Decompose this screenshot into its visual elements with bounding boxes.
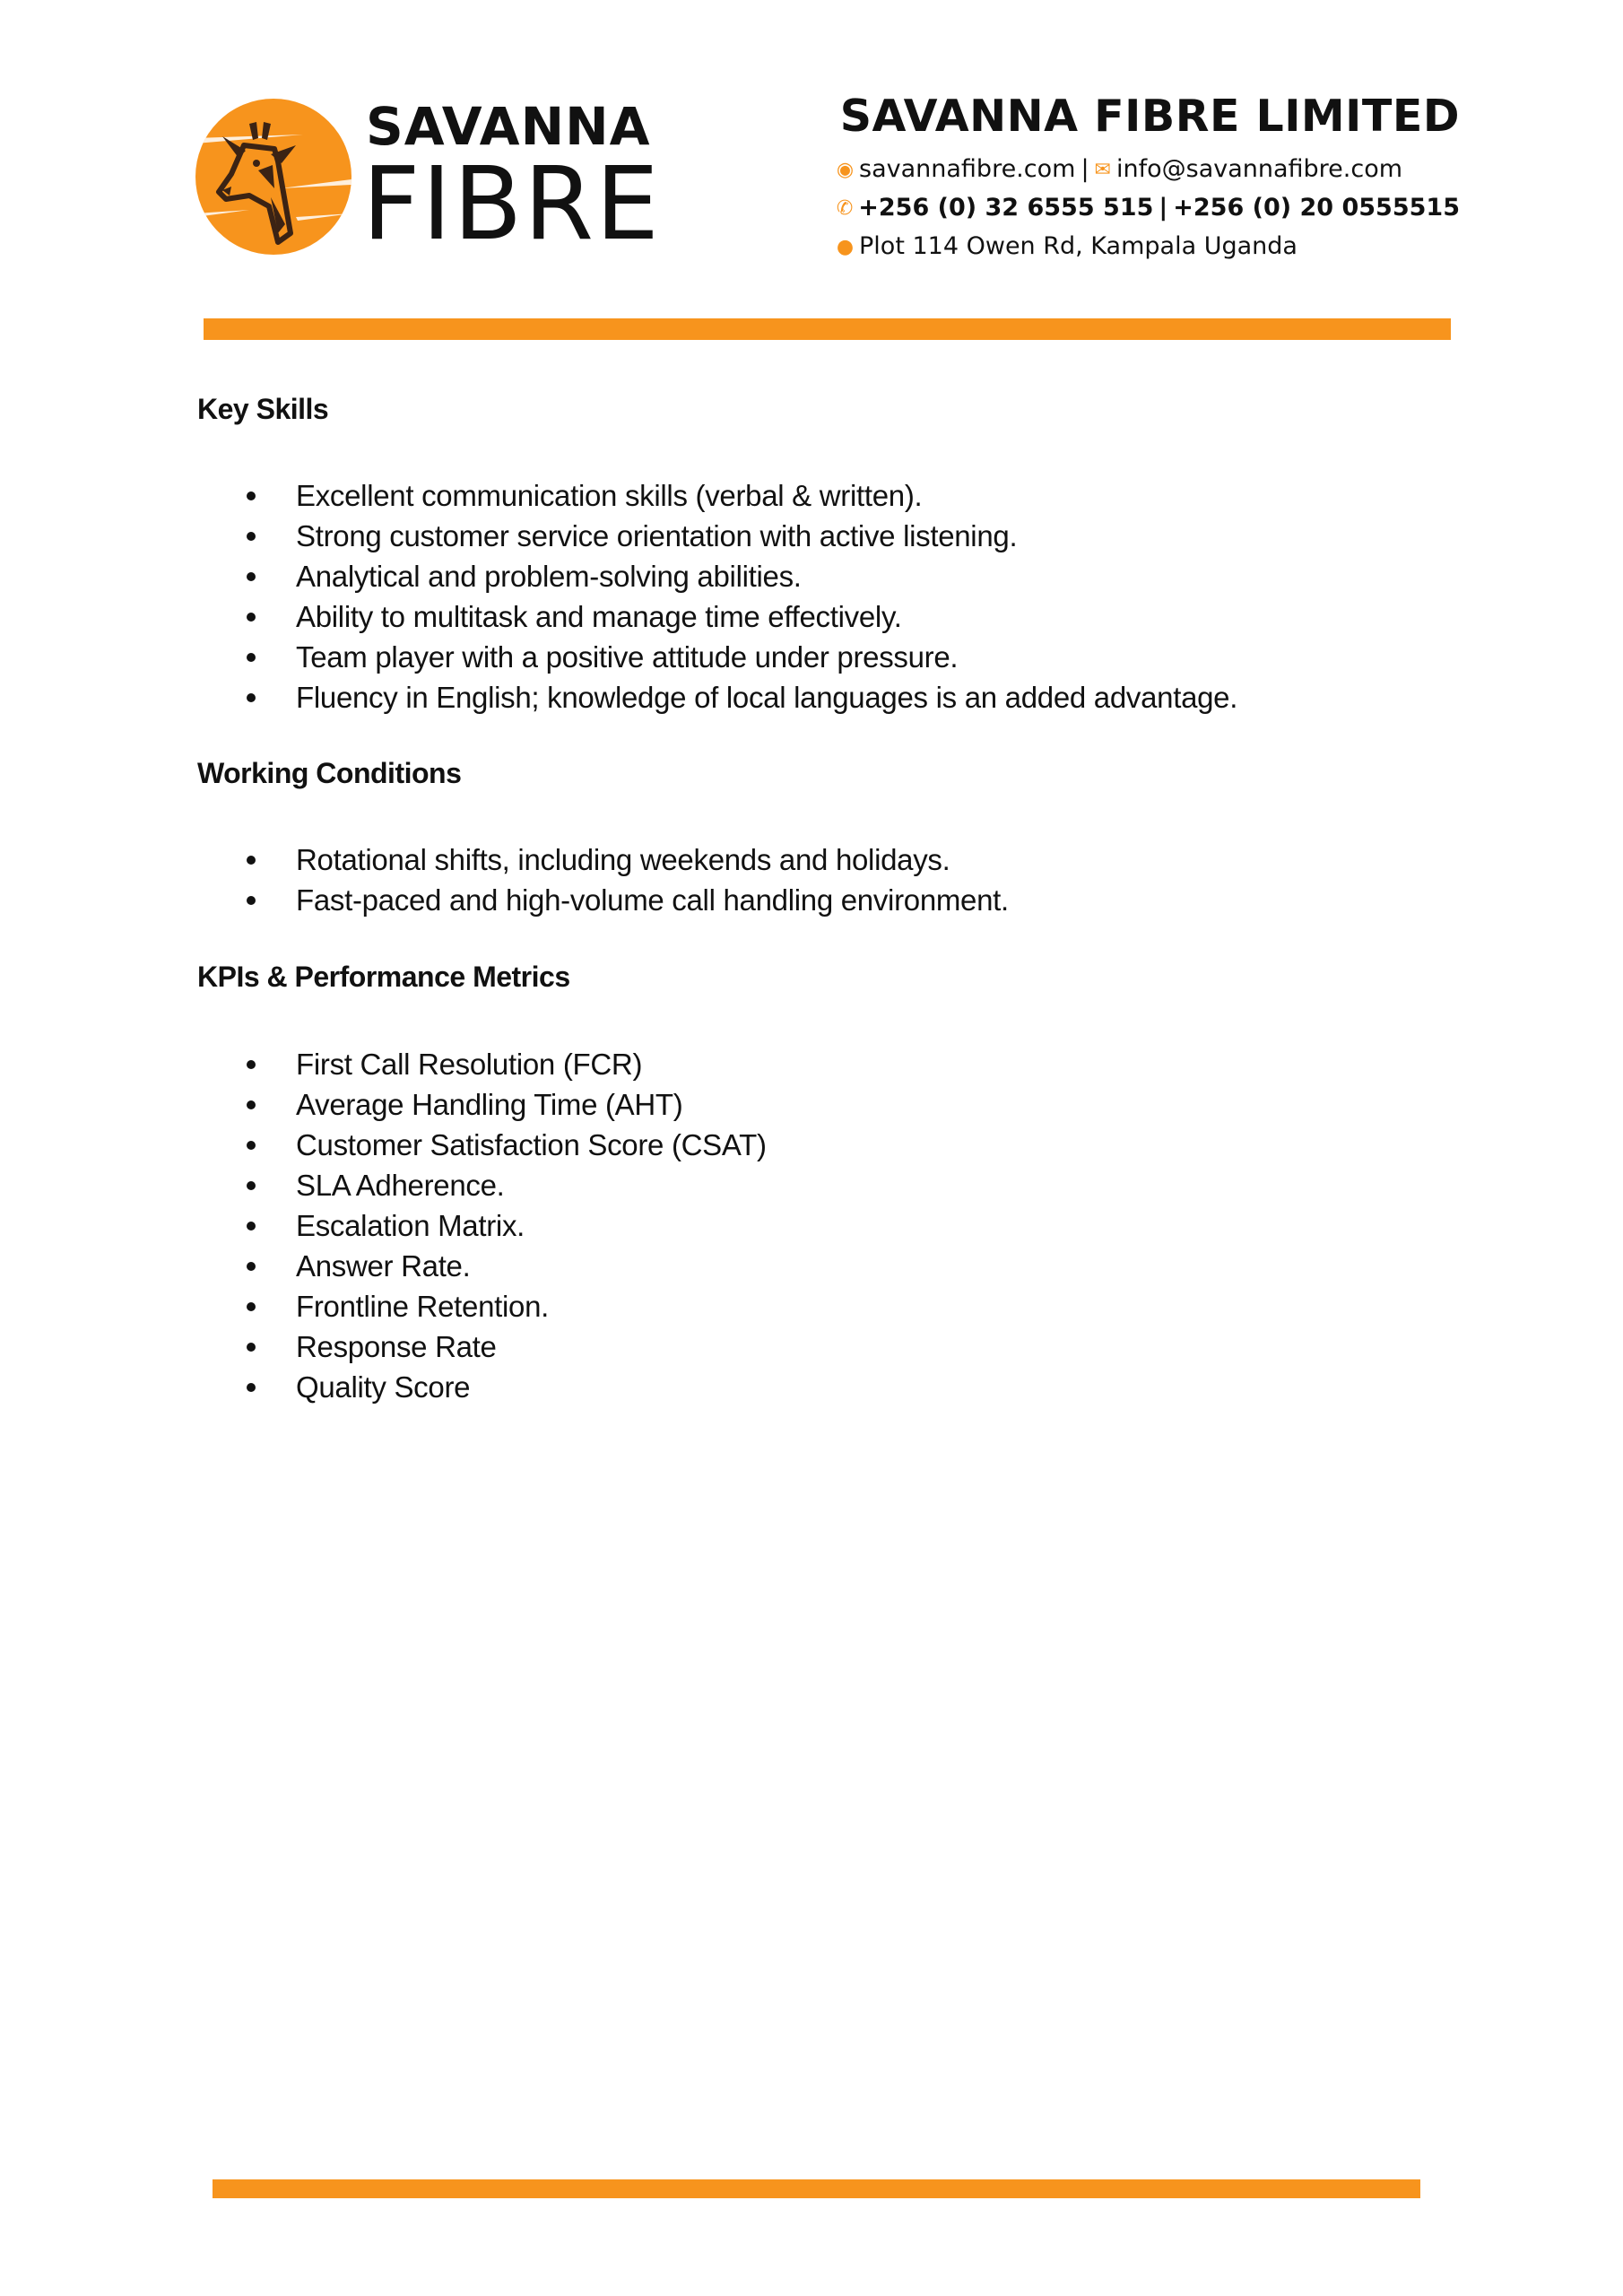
- bullet-icon: [247, 1262, 256, 1271]
- list-item: [247, 1326, 767, 1367]
- bullet-icon: [247, 1100, 256, 1109]
- bullet-icon: [247, 613, 256, 622]
- phone-line: [837, 189, 1460, 228]
- list-item: [247, 1205, 767, 1246]
- header-divider-bar: [204, 318, 1451, 340]
- list-item-text: Answer Rate.: [296, 1249, 471, 1283]
- bullet-icon: [247, 856, 256, 865]
- footer-divider-bar: [213, 2179, 1420, 2198]
- list-item-text: Quality Score: [296, 1370, 471, 1404]
- list-item: [247, 1367, 767, 1407]
- web-email-line: [837, 151, 1460, 189]
- list-item: [247, 556, 1237, 596]
- working-conditions-list: [247, 839, 1009, 920]
- address-line: [837, 228, 1460, 266]
- list-item-text: Ability to multitask and manage time effectively.: [296, 600, 902, 633]
- bullet-icon: [247, 1222, 256, 1231]
- list-item-text: Escalation Matrix.: [296, 1209, 525, 1242]
- list-item-text: Fluency in English; knowledge of local languages is an added advantage.: [296, 681, 1238, 714]
- list-item-text: Rotational shifts, including weekends and holidays.: [296, 843, 950, 876]
- location-pin-icon: ●: [836, 236, 855, 258]
- list-item-text: Frontline Retention.: [296, 1290, 549, 1323]
- bullet-icon: [247, 1343, 256, 1352]
- bullet-icon: [247, 1383, 256, 1392]
- list-item: [247, 596, 1237, 637]
- list-item-text: Response Rate: [296, 1330, 497, 1363]
- list-item-text: Fast-paced and high-volume call handling environment.: [296, 883, 1009, 917]
- list-item: [247, 1084, 767, 1125]
- list-item-text: Excellent communication skills (verbal & written).: [296, 479, 923, 512]
- list-item-text: First Call Resolution (FCR): [296, 1048, 643, 1081]
- phone-icon: ✆: [836, 197, 854, 220]
- list-item: [247, 516, 1237, 556]
- bullet-icon: [247, 1141, 256, 1150]
- list-item-text: Strong customer service orientation with active listening.: [296, 519, 1018, 552]
- section-title-kpis: KPIs & Performance Metrics: [197, 961, 570, 993]
- address: Plot 114 Owen Rd, Kampala Uganda: [859, 232, 1298, 260]
- list-item-text: Team player with a positive attitude under pressure.: [296, 640, 959, 674]
- bullet-icon: [247, 896, 256, 905]
- company-logo: [195, 96, 661, 263]
- list-item: [247, 1286, 767, 1326]
- kpis-list: [247, 1044, 767, 1407]
- phone-number-2: +256 (0) 20 0555515: [1173, 194, 1460, 222]
- logo-wordmark-line2: FIBRE: [362, 146, 661, 263]
- list-item: [247, 1246, 767, 1286]
- list-item-text: SLA Adherence.: [296, 1169, 505, 1202]
- list-item-text: Analytical and problem-solving abilities.: [296, 560, 802, 593]
- key-skills-list: [247, 475, 1237, 718]
- company-contact-block: [836, 91, 1460, 266]
- list-item: [247, 1125, 767, 1165]
- list-item: [247, 839, 1009, 880]
- section-title-key-skills: Key Skills: [197, 393, 329, 425]
- bullet-icon: [247, 1181, 256, 1190]
- list-item: [247, 637, 1237, 677]
- list-item: [247, 677, 1237, 718]
- globe-icon: ◉: [836, 159, 855, 181]
- list-item: [247, 1165, 767, 1205]
- separator: |: [1159, 194, 1168, 222]
- bullet-icon: [247, 572, 256, 581]
- section-title-working-conditions: Working Conditions: [197, 757, 462, 789]
- company-name: SAVANNA FIBRE LIMITED: [839, 91, 1460, 142]
- website-link[interactable]: savannafibre.com: [859, 155, 1076, 183]
- email-link[interactable]: info@savannafibre.com: [1115, 155, 1403, 183]
- separator: |: [1081, 155, 1089, 183]
- bullet-icon: [247, 532, 256, 541]
- list-item: [247, 475, 1237, 516]
- list-item-text: Customer Satisfaction Score (CSAT): [296, 1128, 767, 1161]
- bullet-icon: [247, 693, 256, 702]
- logo-wordmark-line1: SAVANNA: [366, 96, 651, 157]
- list-item: [247, 880, 1009, 920]
- bullet-icon: [247, 1060, 256, 1069]
- giraffe-icon: [195, 99, 352, 255]
- envelope-icon: ✉: [1094, 159, 1111, 181]
- list-item: [247, 1044, 767, 1084]
- bullet-icon: [247, 491, 256, 500]
- bullet-icon: [247, 1302, 256, 1311]
- bullet-icon: [247, 653, 256, 662]
- list-item-text: Average Handling Time (AHT): [296, 1088, 683, 1121]
- phone-number-1: +256 (0) 32 6555 515: [858, 194, 1154, 222]
